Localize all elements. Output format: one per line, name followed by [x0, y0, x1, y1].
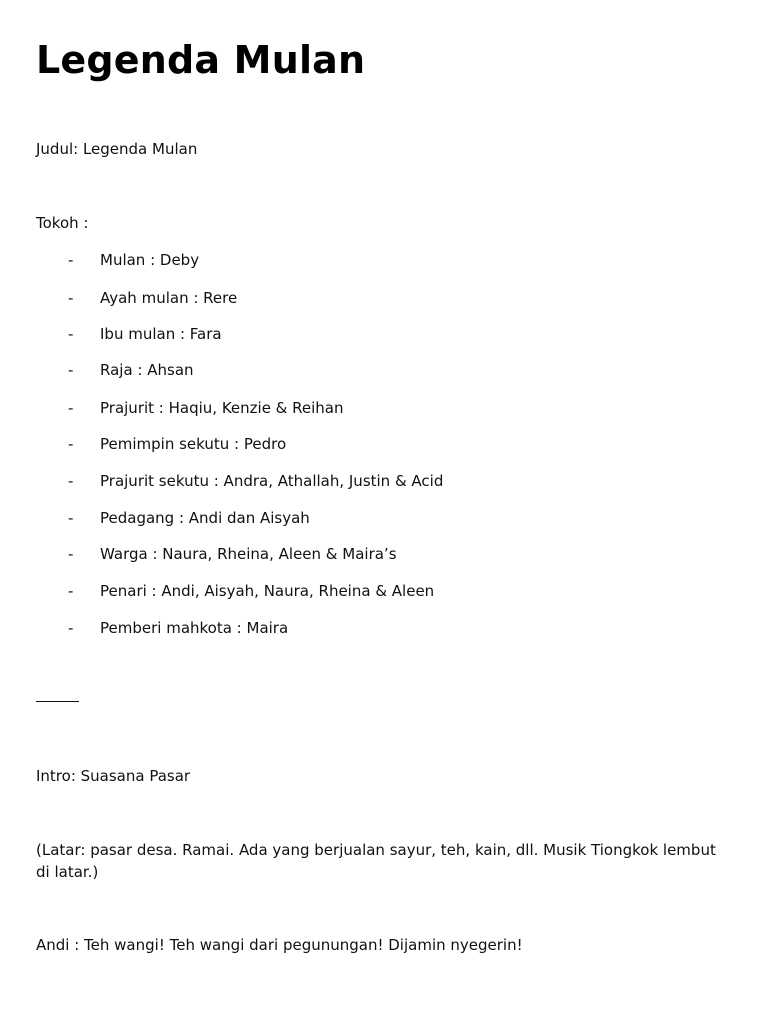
- cast-entry: Warga : Naura, Rheina, Aleen & Maira’s: [100, 545, 397, 563]
- tokoh-heading: Tokoh :: [36, 214, 89, 232]
- list-bullet: -: [68, 325, 74, 343]
- list-bullet: -: [68, 251, 74, 269]
- list-bullet: -: [68, 361, 74, 379]
- list-bullet: -: [68, 509, 74, 527]
- judul-line: Judul: Legenda Mulan: [36, 140, 198, 158]
- list-bullet: -: [68, 399, 74, 417]
- list-bullet: -: [68, 582, 74, 600]
- cast-entry: Raja : Ahsan: [100, 361, 194, 379]
- cast-entry: Pedagang : Andi dan Aisyah: [100, 509, 310, 527]
- list-bullet: -: [68, 289, 74, 307]
- list-bullet: -: [68, 472, 74, 490]
- list-bullet: -: [68, 619, 74, 637]
- section-divider: [36, 701, 79, 702]
- cast-entry: Ibu mulan : Fara: [100, 325, 222, 343]
- page-title: Legenda Mulan: [36, 38, 366, 82]
- cast-entry: Ayah mulan : Rere: [100, 289, 238, 307]
- cast-entry: Penari : Andi, Aisyah, Naura, Rheina & Aleen: [100, 582, 435, 600]
- dialogue-line: Andi : Teh wangi! Teh wangi dari pegunungan! Dijamin nyegerin!: [36, 936, 523, 954]
- list-bullet: -: [68, 545, 74, 563]
- cast-entry: Prajurit sekutu : Andra, Athallah, Justin & Acid: [100, 472, 444, 490]
- cast-entry: Pemberi mahkota : Maira: [100, 619, 289, 637]
- cast-entry: Pemimpin sekutu : Pedro: [100, 435, 287, 453]
- cast-entry: Prajurit : Haqiu, Kenzie & Reihan: [100, 399, 344, 417]
- setting-paragraph: (Latar: pasar desa. Ramai. Ada yang berjualan sayur, teh, kain, dll. Musik Tiongkok lembut di latar.): [36, 841, 716, 881]
- intro-line: Intro: Suasana Pasar: [36, 767, 191, 785]
- list-bullet: -: [68, 435, 74, 453]
- cast-entry: Mulan : Deby: [100, 251, 200, 269]
